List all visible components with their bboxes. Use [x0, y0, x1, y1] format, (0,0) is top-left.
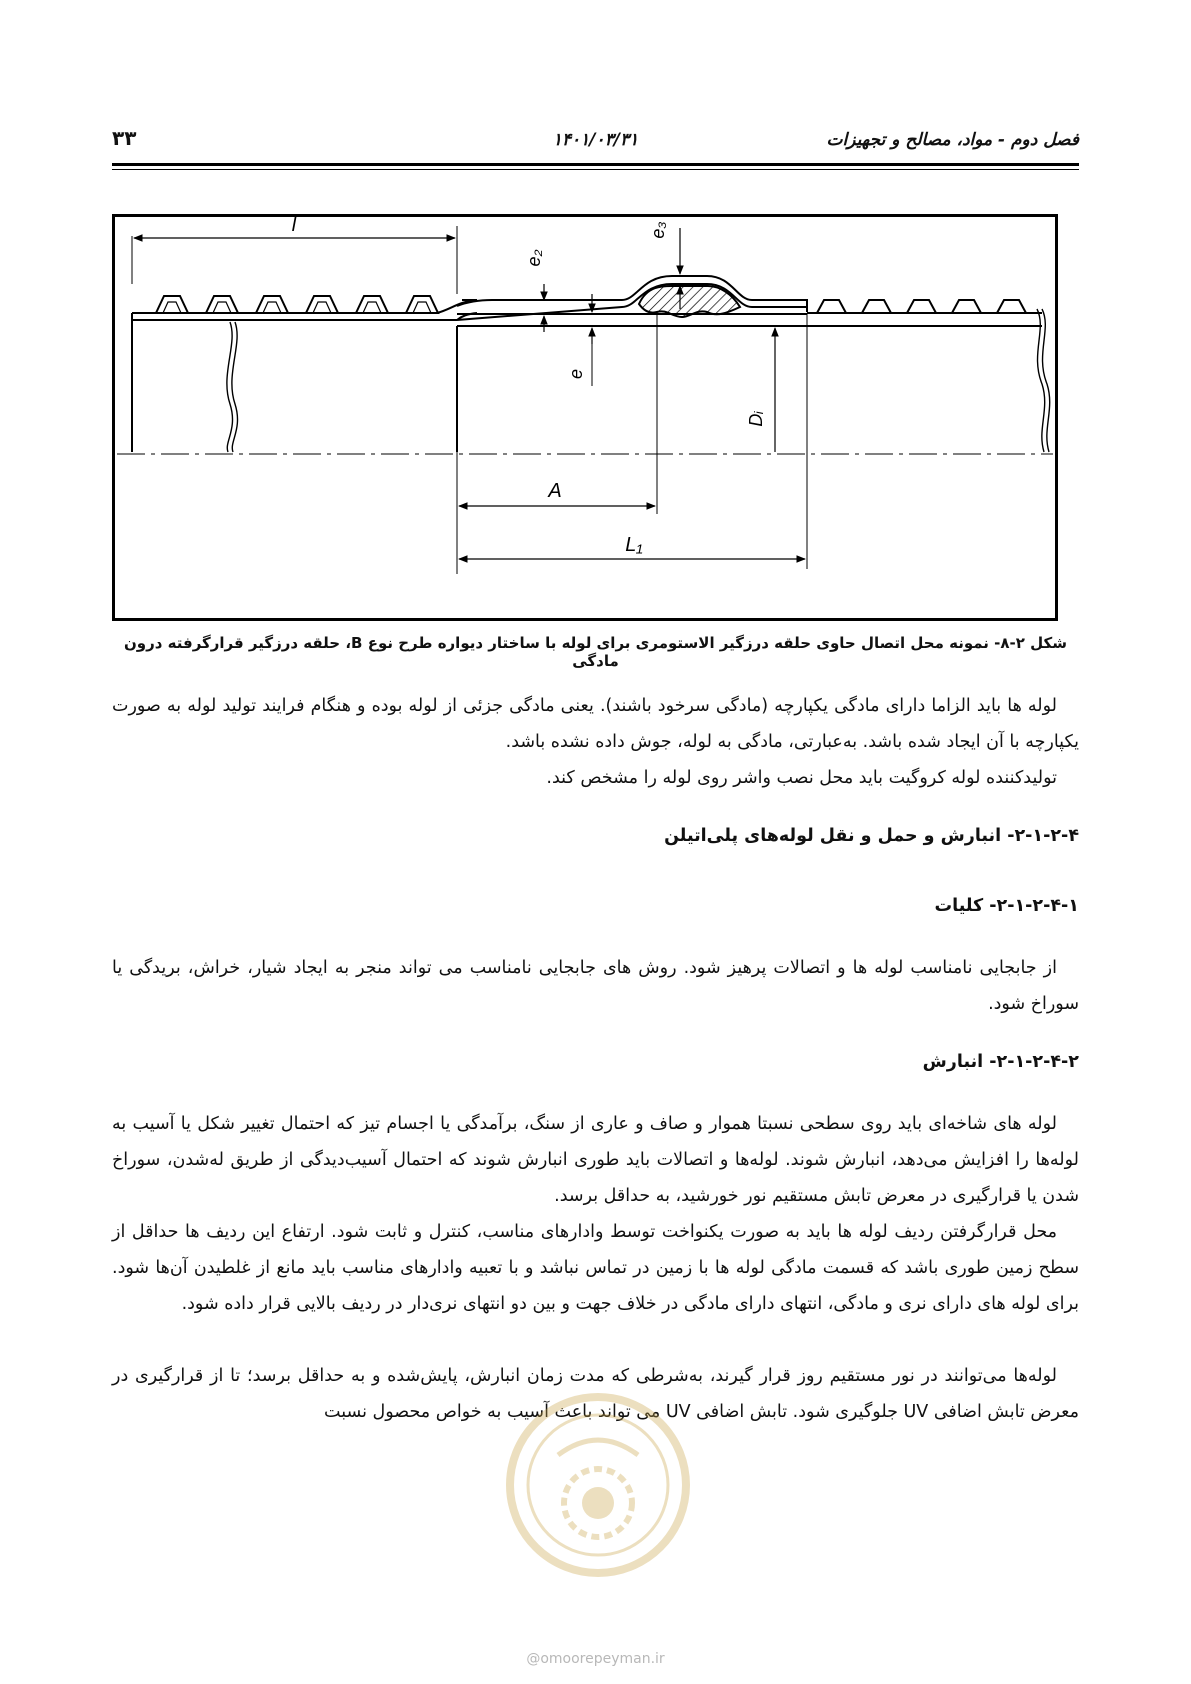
label-e3: e₃: [648, 221, 668, 239]
header-rule-thin: [112, 169, 1079, 170]
header-rule-thick: [112, 163, 1079, 166]
pipe-joint-figure: [112, 214, 1058, 621]
seal-ring: [639, 286, 740, 317]
page-number: ۳۳: [112, 126, 137, 150]
label-a: A: [548, 480, 562, 502]
watermark-url: @omoorepeyman.ir: [526, 1651, 665, 1667]
page-header: [112, 126, 1079, 166]
corrugations-left: [156, 296, 438, 313]
paragraph-uv-exposure: لوله‌ها می‌توانند در نور مستقیم روز قرار گیرند، به‌شرطی که مدت زمان انبارش، پایش‌شده و به حداقل برسد؛ تا از قرارگیری در معرض تابش اضافی UV جلوگیری شود. تابش اضافی UV می تواند باعث آسیب به خواص محصول نسبت: [112, 1366, 1079, 1422]
paragraph-handling: از جابجایی نامناسب لوله ها و اتصالات پرهیز شود. روش های جابجایی نامناسب می تواند منجر به ایجاد شیار، خراش، بریدگی یا سوراخ شود.: [112, 958, 1079, 1014]
watermark-seal: [498, 1385, 698, 1585]
heading-storage: ۲-۱-۲-۴-۲- انبارش: [922, 1052, 1079, 1072]
pipe-joint-drawing: [112, 214, 1058, 621]
heading-storage-transport: ۲-۱-۲-۴- انبارش و حمل و نقل لوله‌های پلی‌اتیلن: [664, 826, 1079, 846]
corrugations-right: [817, 300, 1026, 313]
heading-general: ۲-۱-۲-۴-۱- کلیات: [934, 896, 1079, 916]
label-e: e: [566, 368, 586, 380]
label-e2: e₂: [524, 249, 544, 267]
chapter-title: فصل دوم - مواد، مصالح و تجهیزات: [826, 130, 1079, 150]
header-date: ۱۴۰۱/۰۳/۳۱: [552, 130, 639, 150]
paragraph-storage-surface: لوله های شاخه‌ای باید روی سطحی نسبتا هموار و صاف و عاری از سنگ، برآمدگی یا اجسام تیز که احتمال تغییر شکل یا آسیب به لوله‌ها را افزایش می‌دهد، انبارش شوند. لوله‌ها و اتصالات باید طوری انبارش شوند که احتمال آسیب‌دیدگی از طریق له‌شدن، سوراخ شدن یا قرارگیری در معرض تابش مستقیم نور خورشید، به حداقل برسد.: [112, 1114, 1079, 1206]
label-di: Dᵢ: [746, 411, 766, 427]
label-l1: L₁: [625, 534, 643, 556]
paragraph-integral-socket: لوله ها باید الزاما دارای مادگی یکپارچه (مادگی سرخود باشند). یعنی مادگی جزئی از لوله بوده و هنگام فرایند تولید لوله به صورت یکپارچه با آن ایجاد شده باشد. به‌عبارتی، مادگی به لوله، جوش داده نشده باشد.: [112, 696, 1079, 752]
break-line-right: [1037, 309, 1045, 452]
paragraph-gasket-location: تولیدکننده لوله کروگیت باید محل نصب واشر روی لوله را مشخص کند.: [546, 768, 1057, 788]
paragraph-row-placement: محل قرارگرفتن ردیف لوله ها باید به صورت یکنواخت توسط وادارهای مناسب، کنترل و ثابت شود. ارتفاع این ردیف ها حداقل از سطح زمین طوری باشد که قسمت مادگی لوله ها با زمین در تماس نباشد و با تعبیه وادارهای مناسب باید مانع از غلطیدن آن‌ها شود. برای لوله های دارای نری و مادگی، انتهای دارای مادگی در خلاف جهت و بین دو انتهای نری‌دار در ردیف بالایی قرار داده شود.: [112, 1222, 1079, 1314]
label-l: l: [291, 214, 297, 236]
figure-caption: شکل ۲-۸- نمونه محل اتصال حاوی حلقه درزگیر الاستومری برای لوله با ساختار دیواره طرح نوع B، حلقه درزگیر قرارگرفته درون مادگی: [123, 634, 1068, 670]
